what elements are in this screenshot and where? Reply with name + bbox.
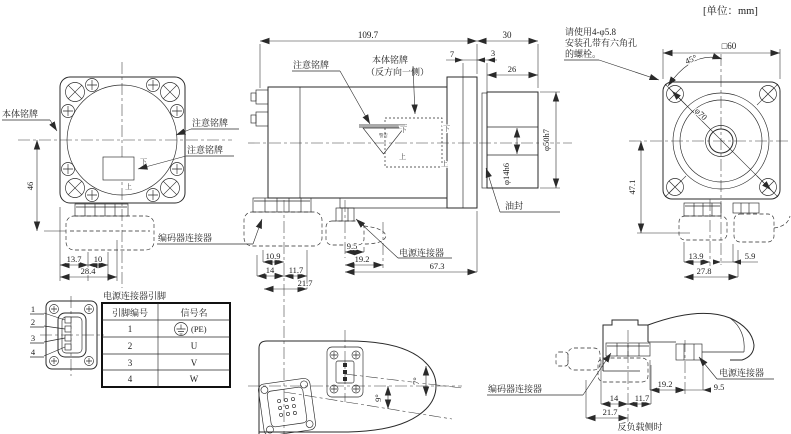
mount-note-line2: 安装孔带有六角孔 [565,38,638,48]
dim-square-60: □60 [721,41,737,51]
body-nameplate-label: 本体铭牌 [2,109,39,119]
power-connector-label-al: 电源连接器 [719,368,765,378]
side-view [244,30,572,434]
oil-seal-label: 油封 [505,201,524,211]
rear-view [627,41,790,277]
dim-30: 30 [502,30,512,40]
dim-46: 46 [25,181,35,191]
plate-mark-down: 下 [400,126,407,134]
encoder-connector-front [66,204,154,250]
pin-mark-3: 3 [30,333,36,343]
body-nameplate-side-label-l2: （反方向一侧） [366,67,430,77]
dim-13-7: 13.7 [66,254,82,264]
unit-note: [单位：mm] [703,6,758,17]
dim-angle-7: 7° [411,377,421,385]
row2-pin: 2 [127,341,133,351]
dim-shaft-dia: φ14h6 [501,163,511,185]
anti-load-view [487,313,774,432]
power-connector-label: 电源连接器 [399,248,445,258]
row1-pin: 1 [127,324,133,334]
dim-5-9: 5.9 [744,251,756,261]
dim-angle-9: 9° [373,394,383,402]
dim-boss-dia: φ50h7 [541,129,551,151]
front-view [2,62,262,288]
dim-14-al: 14 [609,393,619,403]
dim-11-7-al: 11.7 [634,393,650,403]
power-connector-antiload [676,344,702,360]
edge-mark-down: 下 [443,125,450,133]
pin-mark-4: 4 [30,347,36,357]
body-nameplate-side-label-l1: 本体铭牌 [372,55,409,65]
pe-ground-icon [175,323,188,336]
col-signal-header: 信号名 [180,308,208,318]
encoder-connector-side [244,198,322,246]
pin-figure [30,296,104,376]
anti-load-caption: 反负载侧时 [617,422,663,432]
plate-mark-up: 上 [399,153,406,161]
dim-21-7: 21.7 [297,278,313,288]
dim-11-7: 11.7 [288,265,304,275]
row1-signal: (PE) [191,324,207,334]
dim-13-9: 13.9 [688,251,704,261]
encoder-connector-label-al: 编码器连接器 [488,384,543,394]
pin-table-title: 电源连接器引脚 [103,291,167,301]
dim-9-5: 9.5 [346,241,358,251]
dim-27-8: 27.8 [696,266,712,276]
dim-47-1: 47.1 [627,179,637,195]
pin-mark-2: 2 [30,317,36,327]
warning-text-1: 警告 [379,133,388,138]
dim-21-7-al: 21.7 [602,407,618,417]
mount-note-line3: 的螺栓。 [565,49,602,59]
mark-down: 下 [140,158,147,166]
dim-angle-45: 45° [683,52,699,67]
power-connector-side [326,208,386,245]
caution-nameplate-label-bottom: 注意铭牌 [187,145,224,155]
dim-9-5-al: 9.5 [713,382,725,392]
dim-10-9: 10.9 [265,251,281,261]
pin-mark-1: 1 [30,304,36,314]
dim-10: 10 [93,254,103,264]
dim-19-2: 19.2 [354,254,370,264]
dim-14: 14 [265,265,275,275]
row2-signal: U [190,341,198,351]
edge-mark-up: 上 [441,160,448,168]
bottom-view [248,341,462,434]
connectors-rear [679,203,790,242]
dim-19-2-al: 19.2 [657,379,673,389]
dim-3: 3 [490,48,496,58]
mark-up: 上 [125,183,132,191]
row4-pin: 4 [127,374,133,384]
col-pin-header: 引脚编号 [111,308,149,318]
caution-nameplate-label-top: 注意铭牌 [192,118,229,128]
dim-67-3: 67.3 [429,261,445,271]
dim-7: 7 [449,49,455,59]
mount-note-line1: 请使用4-φ5.8 [565,27,616,37]
row4-signal: W [189,374,199,384]
dim-28-4: 28.4 [80,266,96,276]
row3-pin: 3 [127,358,133,368]
dim-bolt-circle: φ70 [692,105,710,123]
dim-109-7: 109.7 [357,30,379,40]
dim-26: 26 [507,64,517,74]
encoder-connector-label: 编码器连接器 [158,233,213,243]
caution-nameplate-side-label: 注意铭牌 [293,60,330,70]
mount-note [564,26,659,80]
pin-table [102,290,230,387]
caution-plate [103,157,134,180]
row3-signal: V [190,358,198,368]
